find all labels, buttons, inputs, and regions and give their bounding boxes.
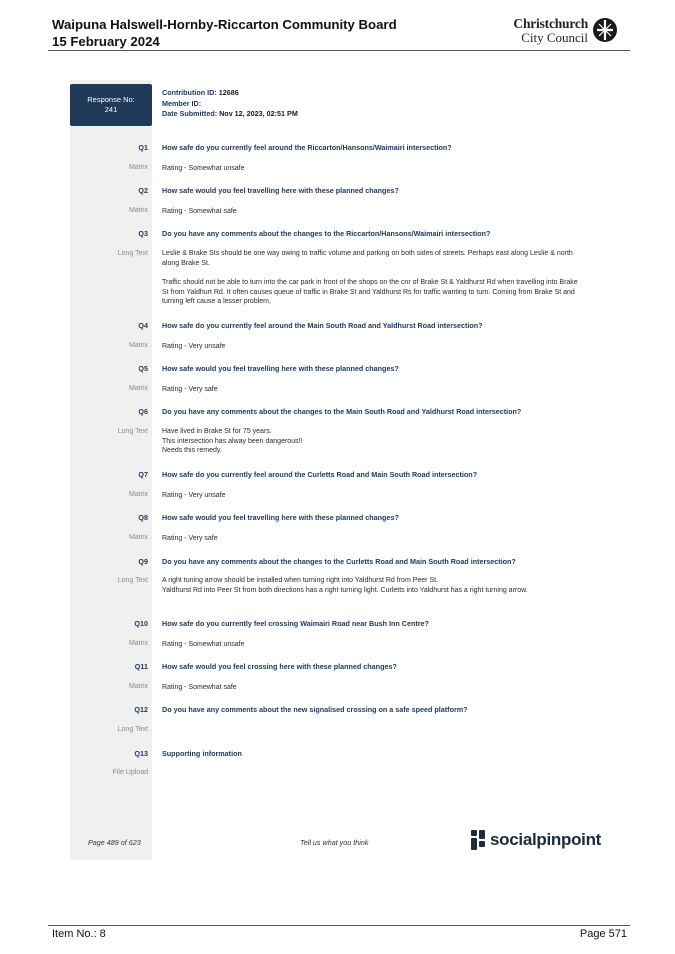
response-label: Response No: bbox=[87, 95, 135, 104]
footer-divider bbox=[48, 925, 630, 926]
document-title: Waipuna Halswell-Hornby-Riccarton Community Board bbox=[52, 17, 397, 32]
question-number: Q5 bbox=[138, 364, 148, 373]
question-number: Q3 bbox=[138, 229, 148, 238]
logo-text-line1: Christchurch bbox=[513, 16, 588, 31]
answer-text: Rating - Very unsafe bbox=[162, 492, 226, 499]
answer-type: File Upload bbox=[112, 769, 148, 776]
question-text: Do you have any comments about the changes to the Curletts Road and Main South Road intersection? bbox=[162, 557, 516, 566]
question-text: How safe do you currently feel around the Riccarton/Hansons/Waimairi intersection? bbox=[162, 143, 452, 152]
question-text: How safe do you currently feel around the Main South Road and Yaldhurst Road intersection? bbox=[162, 321, 483, 330]
answer-text bbox=[162, 576, 582, 595]
answer-line: Have lived in Brake St for 75 years. bbox=[162, 428, 272, 435]
document-date: 15 February 2024 bbox=[52, 34, 160, 49]
answer-text bbox=[162, 427, 582, 456]
answer-line: This intersection has alway been dangerous!! bbox=[162, 437, 303, 445]
answer-type: Matrix bbox=[128, 491, 148, 498]
question-text: How safe do you currently feel crossing Waimairi Road near Bush Inn Centre? bbox=[162, 619, 429, 628]
answer-text: Rating - Somewhat unsafe bbox=[162, 165, 245, 172]
question-text: Do you have any comments about the changes to the Main South Road and Yaldhurst Road intersection? bbox=[162, 407, 522, 416]
question-number: Q12 bbox=[134, 705, 148, 714]
response-metadata bbox=[162, 88, 298, 120]
item-number: Item No.: 8 bbox=[52, 928, 106, 940]
answer-text: Rating - Very safe bbox=[162, 386, 218, 393]
question-text: How safe would you feel travelling here with these planned changes? bbox=[162, 364, 399, 373]
answer-text: Rating - Very safe bbox=[162, 535, 218, 542]
question-text: How safe would you feel travelling here with these planned changes? bbox=[162, 513, 399, 522]
question-number: Q1 bbox=[138, 143, 148, 152]
response-number: 241 bbox=[104, 105, 118, 114]
tagline: Tell us what you think bbox=[300, 838, 369, 847]
answer-type: Matrix bbox=[128, 683, 148, 690]
header-divider bbox=[48, 50, 630, 51]
question-text: How safe would you feel crossing here with these planned changes? bbox=[162, 662, 397, 671]
response-number-badge bbox=[70, 84, 152, 126]
question-text: How safe do you currently feel around the Curletts Road and Main South Road intersection? bbox=[162, 470, 478, 479]
question-number: Q8 bbox=[138, 513, 148, 522]
answer-type: Matrix bbox=[128, 342, 148, 349]
answer-type: Matrix bbox=[128, 385, 148, 392]
answer-text: Rating - Somewhat unsafe bbox=[162, 641, 245, 648]
answer-type: Matrix bbox=[128, 534, 148, 541]
answer-text: Rating - Very unsafe bbox=[162, 343, 226, 350]
answer-type: Long Text bbox=[117, 428, 148, 435]
answer-type: Long Text bbox=[117, 250, 148, 257]
socialpinpoint-logo bbox=[470, 828, 601, 852]
inner-page-number: Page 489 of 623 bbox=[88, 838, 141, 847]
answer-type: Long Text bbox=[117, 726, 148, 733]
question-number: Q9 bbox=[138, 557, 148, 566]
member-label: Member ID: bbox=[162, 98, 202, 108]
answer-type: Matrix bbox=[128, 640, 148, 647]
question-number: Q7 bbox=[138, 470, 148, 479]
question-number: Q2 bbox=[138, 186, 148, 195]
answer-type: Matrix bbox=[128, 207, 148, 214]
date-label: Date Submitted: bbox=[162, 109, 218, 118]
answer-text: Leslie & Brake Sts should be one way owing to traffic volume and parking on both sides of streets. Perhaps east along Leslie & north along Brake St. bbox=[162, 250, 573, 267]
question-number: Q6 bbox=[138, 407, 148, 416]
christchurch-city-council-logo bbox=[512, 14, 618, 48]
answer-line: Yaldhurst Rd into Peer St from both directions has a right turning light. Curletts into Yaldhurst has a right turning arrow. bbox=[162, 586, 528, 594]
answer-text: Rating - Somewhat safe bbox=[162, 208, 237, 215]
answer-type: Long Text bbox=[117, 577, 148, 584]
answer-line: A right tuning arrow should be installed when turning right into Yaldhurst Rd from Peer St. bbox=[162, 577, 439, 584]
logo-text-line2: City Council bbox=[521, 30, 588, 45]
socialpinpoint-mark-icon bbox=[470, 829, 486, 851]
question-text: How safe would you feel travelling here with these planned changes? bbox=[162, 186, 399, 195]
question-number: Q10 bbox=[134, 619, 148, 628]
question-number: Q11 bbox=[134, 662, 148, 671]
question-text: Do you have any comments about the new signalised crossing on a safe speed platform? bbox=[162, 705, 468, 714]
date-submitted: Nov 12, 2023, 02:51 PM bbox=[219, 109, 298, 118]
page-number: Page 571 bbox=[579, 928, 627, 940]
socialpinpoint-wordmark: socialpinpoint bbox=[490, 830, 602, 849]
answer-type: Matrix bbox=[128, 164, 148, 171]
question-text: Supporting information bbox=[162, 749, 242, 758]
contribution-label: Contribution ID: bbox=[162, 88, 217, 97]
answer-line: Needs this remedy. bbox=[162, 447, 222, 455]
answer-text-paragraph-2: Traffic should not be able to turn into the car park in front of the shops on the cnr of Brake St & Yaldhurst Rd when travelling into Brake St from Yaldhurt Rd. It often causes queue of traffic in Brake St and Yaldhurst Rs for traffic wanting to turn. Coming from Brake St and turning left cause a lesser problem, bbox=[162, 279, 578, 306]
question-number: Q13 bbox=[134, 749, 148, 758]
contribution-id: 12686 bbox=[218, 88, 239, 97]
question-text: Do you have any comments about the changes to the Riccarton/Hansons/Waimairi intersection? bbox=[162, 229, 491, 238]
question-number: Q4 bbox=[138, 321, 148, 330]
answer-text: Rating - Somewhat safe bbox=[162, 684, 237, 691]
council-emblem-icon bbox=[592, 16, 618, 44]
